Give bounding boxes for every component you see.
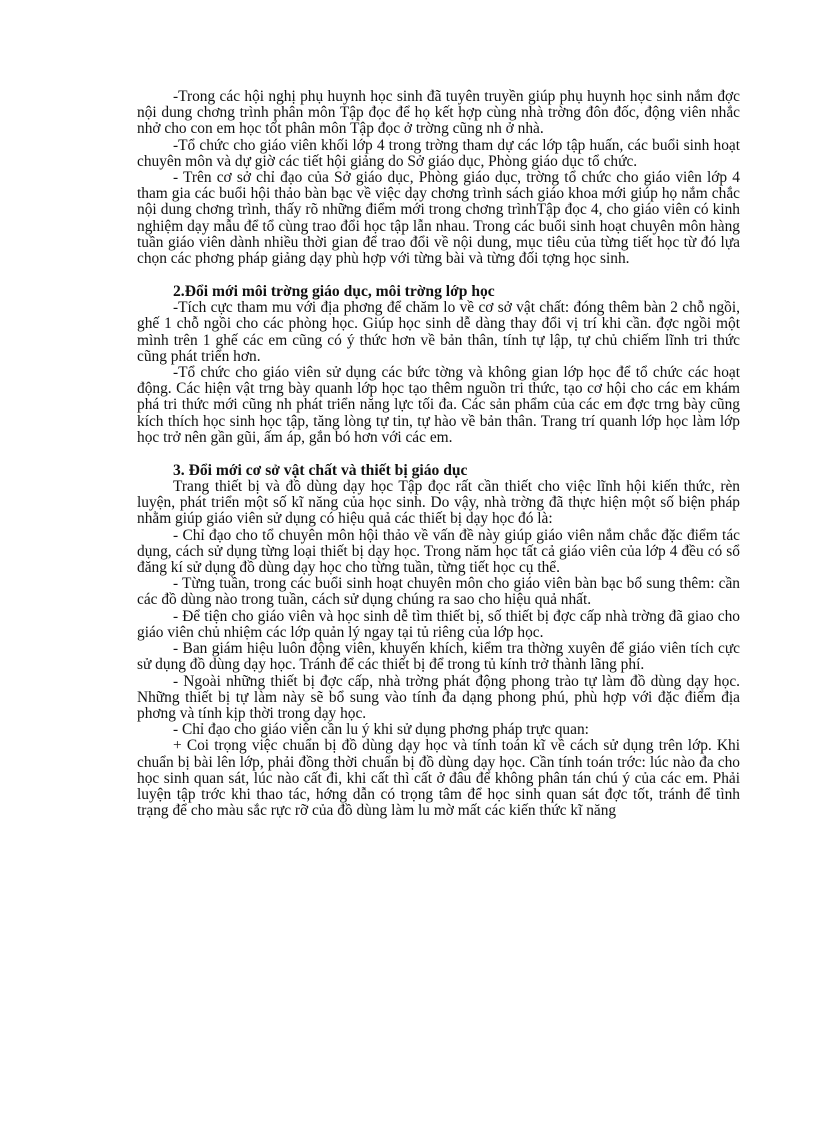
section-heading: 2.Đổi mới môi trờng giáo dục, môi trờng lớp học bbox=[173, 283, 495, 301]
paragraph: -Trong các hội nghị phụ huynh học sinh đã tuyên truyền giúp phụ huynh học sinh nắm đợc nội dung chơng trình phân môn Tập đọc để họ kết hợp cùng nhà trờng đôn đốc, động viên nhắc nhở cho con em học tốt phân môn Tập đọc ở trờng cũng nh ở nhà. bbox=[137, 88, 740, 138]
paragraph: - Ngoài những thiết bị đợc cấp, nhà trờng phát động phong trào tự làm đồ dùng dạy học. Những thiết bị tự làm này sẽ bổ sung vào tính đa dạng phong phú, phù hợp với đặc điểm địa phơng và tính kịp thời trong dạy học. bbox=[137, 672, 740, 722]
paragraph: - Trên cơ sở chỉ đạo của Sở giáo dục, Phòng giáo dục, trờng tổ chức cho giáo viên lớp 4 tham gia các buổi hội thảo bàn bạc về việc dạy chơng trình sách giáo khoa mới giúp họ nắm chắc nội dung chơng trình, thấy rõ những điểm mới trong chơng trìnhTập đọc 4, cho giáo viên có kinh nghiệm dạy mẫu để tổ cùng trao đổi học tập lẫn nhau. Trong các buổi sinh hoạt chuyên môn hàng tuần giáo viên dành nhiều thời gian để trao đổi về nội dung, mục tiêu của từng tiết học từ đó lựa chọn các phơng pháp giảng dạy phù hợp với từng bài và từng đối tợng học sinh. bbox=[137, 169, 740, 268]
paragraph: -Tổ chức cho giáo viên khối lớp 4 trong trờng tham dự các lớp tập huấn, các buổi sinh hoạt chuyên môn và dự giờ các tiết hội giảng do Sở giáo dục, Phòng giáo dục tổ chức. bbox=[137, 136, 740, 170]
document-page bbox=[137, 89, 740, 819]
paragraph: - Chỉ đạo cho giáo viên cần lu ý khi sử dụng phơng pháp trực quan: bbox=[173, 721, 589, 739]
paragraph: - Ban giám hiệu luôn động viên, khuyến khích, kiểm tra thờng xuyên để giáo viên tích cực sử dụng đồ dùng dạy học. Tránh để các thiết bị để trong tủ kính trở thành lãng phí. bbox=[137, 640, 740, 674]
paragraph: + Coi trọng việc chuẩn bị đồ dùng dạy học và tính toán kĩ về cách sử dụng trên lớp. Khi chuẩn bị bài lên lớp, phải đồng thời chuẩn bị đồ dùng dạy học. Cần tính toán trớc: lúc nào đa cho học sinh quan sát, lúc nào cất đi, khi cất thì cất ở đâu để không phân tán chú ý của các em. Phải luyện tập trớc khi thao tác, hớng dẫn có trọng tâm để học sinh quan sát đợc tốt, tránh để tình trạng để cho màu sắc rực rỡ của đồ dùng làm lu mờ mất các kiến thức kĩ năng bbox=[137, 737, 740, 820]
paragraph: -Tích cực tham mu với địa phơng để chăm lo về cơ sở vật chất: đóng thêm bàn 2 chỗ ngồi, ghế 1 chỗ ngồi cho các phòng học. Giúp học sinh dễ dàng thay đổi vị trí khi cần. đợc ngồi một mình trên 1 ghế các em cũng có ý thức hơn về bản thân, tính tự lập, tự chủ chiếm lĩnh tri thức cũng phát triển hơn. bbox=[137, 299, 740, 365]
paragraph: - Từng tuần, trong các buổi sinh hoạt chuyên môn cho giáo viên bàn bạc bổ sung thêm: cần các đồ dùng nào trong tuần, cách sử dụng chúng ra sao cho hiệu quả nhất. bbox=[137, 575, 740, 609]
section-heading: 3. Đổi mới cơ sở vật chất và thiết bị giáo dục bbox=[173, 462, 468, 480]
paragraph: - Chỉ đạo cho tổ chuyên môn hội thảo về vấn đề này giúp giáo viên nắm chắc đặc điểm tác dụng, cách sử dụng từng loại thiết bị dạy học. Trong năm học tất cả giáo viên của lớp 4 đều có sổ đăng kí sử dụng đồ dùng dạy học cho từng tuần, từng tiết học cụ thể. bbox=[137, 526, 740, 577]
paragraph: -Tổ chức cho giáo viên sử dụng các bức tờng và không gian lớp học để tổ chức các hoạt động. Các hiện vật trng bày quanh lớp học tạo thêm nguồn tri thức, tạo cơ hội cho các em khám phá tri thức mới cũng nh phát triển năng lực tối đa. Các sản phẩm của các em đợc trng bày cũng kích thích học sinh học tập, tăng lòng tự tin, tự hào về bản thân. Trang trí quanh lớp học làm lớp học trở nên gần gũi, ấm áp, gắn bó hơn với các em. bbox=[137, 364, 740, 446]
paragraph: - Để tiện cho giáo viên và học sinh dễ tìm thiết bị, số thiết bị đợc cấp nhà trờng đã giao cho giáo viên chủ nhiệm các lớp quản lý ngay tại tủ riêng của lớp học. bbox=[137, 607, 740, 641]
paragraph: Trang thiết bị và đồ dùng dạy học Tập đọc rất cần thiết cho việc lĩnh hội kiến thức, rèn luyện, phát triển một số kĩ năng của học sinh. Do vậy, nhà trờng đã thực hiện một số biện pháp nhằm giúp giáo viên sử dụng có hiệu quả các thiết bị dạy học đó là: bbox=[137, 478, 740, 528]
